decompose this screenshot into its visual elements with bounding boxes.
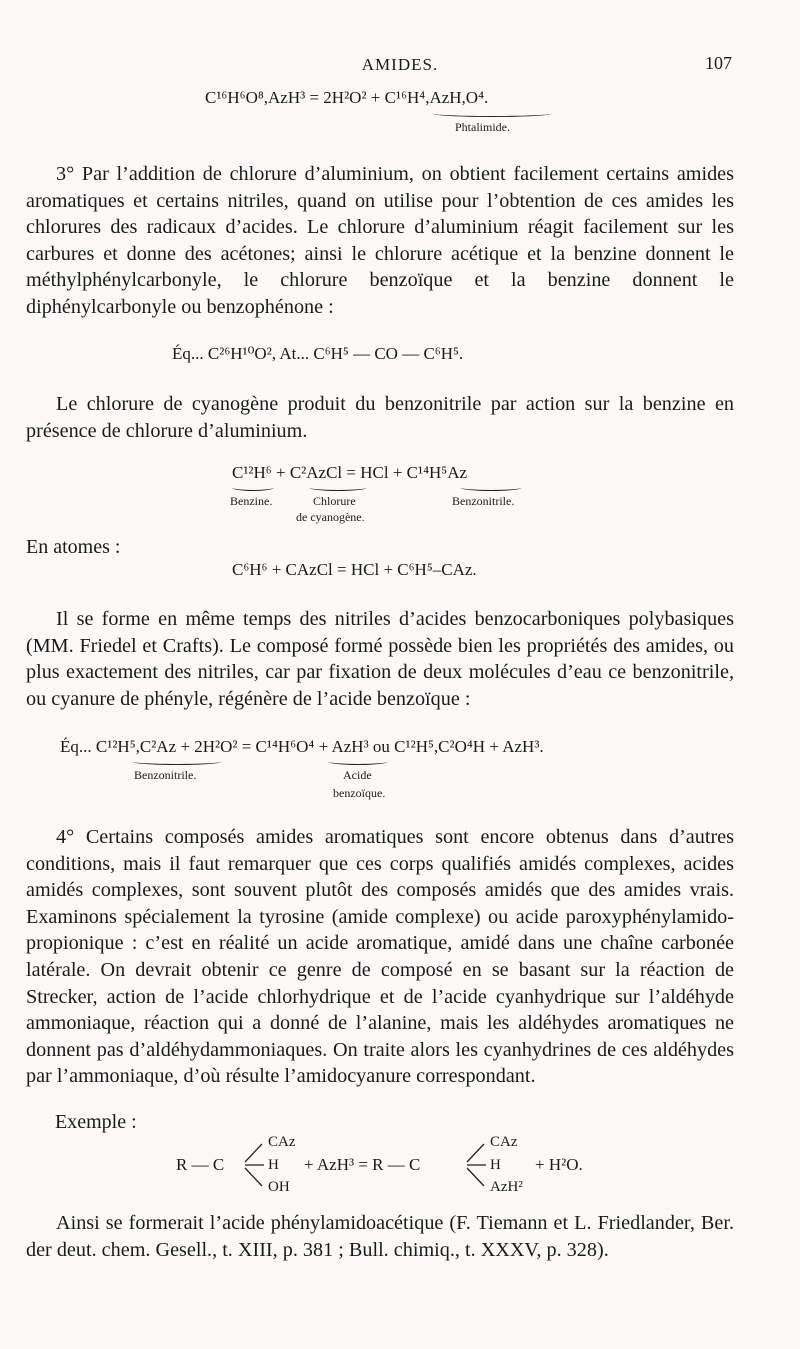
equation-phtalimide: C¹⁶H⁶O⁸,AzH³ = 2H²O² + C¹⁶H⁴,AzH,O⁴. (205, 88, 489, 107)
label-benzonitrile-2: Benzonitrile. (134, 768, 197, 782)
substituent-caz-right: CAz (490, 1134, 518, 1150)
formula-r-c-left: R — C (176, 1155, 225, 1174)
page-number: 107 (705, 53, 732, 73)
underbrace (432, 110, 552, 117)
formula-water: + H²O. (535, 1155, 583, 1174)
underbrace (460, 484, 522, 491)
substituent-h-left: H (268, 1157, 279, 1173)
label-chlorure: Chlorure (313, 494, 356, 508)
substituent-caz-left: CAz (268, 1134, 296, 1150)
label-benzoique: benzoïque. (333, 786, 386, 800)
paragraph-cyanogen: Le chlorure de cyanogène produit du benzonitrile par action sur la benzine en présence de chlorure d’aluminium. (26, 393, 734, 442)
equation-benzophenone: Éq... C²⁶H¹⁰O², At... C⁶H⁵ — CO — C⁶H⁵. (172, 344, 464, 363)
label-acide: Acide (343, 768, 372, 782)
atoms-label: En atomes : (26, 536, 121, 558)
equation-benzoic-acid: Éq... C¹²H⁵,C²Az + 2H²O² = C¹⁴H⁶O⁴ + AzH³ ou C¹²H⁵,C²O⁴H + AzH³. (60, 737, 544, 756)
underbrace (309, 484, 367, 491)
label-cyanogene: de cyanogène. (296, 510, 365, 524)
formula-middle: + AzH³ = R — C (304, 1155, 421, 1174)
paragraph-3: 3° Par l’addition de chlorure d’aluminium, on obtient facilement certains amides aromatiques et certains nitriles, quand on utilise pour l’obtention de ces amides les chlorures des radicaux d’acides. Le chlorure d’aluminium réagit facilement sur les carbures et donne des acétones; ainsi le chlorure acétique et la benzine donnent le méthylphénylcarbonyle, le chlorure benzoïque et la benzine donnent le diphénylcarbonyle ou benzophénone : (26, 163, 734, 318)
exemple-label: Exemple : (55, 1111, 137, 1133)
equation-atoms: C⁶H⁶ + CAzCl = HCl + C⁶H⁵–CAz. (232, 560, 477, 579)
paragraph-4: 4° Certains composés amides aromatiques sont encore obtenus dans d’autres conditions, mais il faut remarquer que ces corps qualifiés amidés complexes, acides amidés complexes, sont souvent plutôt des composés amidés que des amides vrais. Examinons spécialement la tyrosine (amide complexe) ou acide paroxyphénylamido-propionique : c’est en réalité un acide aromatique, amidé dans une chaîne carbonée latérale. On devrait obtenir ce genre de composé en se basant sur la réaction de Strecker, action de l’acide chlorhydrique et de l’acide cyanhydrique sur l’aldéhyde ammoniaque, réaction qui a donné de l’alanine, mais les aldéhydes aromatiques ne donnent pas d’aldéhydammoniaques. On traite alors les cyanhydrines de ces aldéhydes par l’ammoniaque, d’où résulte l’amidocyanure correspondant. (26, 826, 734, 1088)
label-benzonitrile: Benzonitrile. (452, 494, 515, 508)
running-header: AMIDES. (361, 55, 439, 74)
equation-benzonitrile: C¹²H⁶ + C²AzCl = HCl + C¹⁴H⁵Az (232, 463, 468, 482)
paragraph-final: Ainsi se formerait l’acide phénylamidoacétique (F. Tiemann et L. Friedlander, Ber. der deut. chem. Gesell., t. XIII, p. 381 ; Bull. chimiq., t. XXXV, p. 328). (26, 1212, 734, 1261)
paragraph-nitriles: Il se forme en même temps des nitriles d’acides benzocarboniques polybasiques (MM. Friedel et Crafts). Le composé formé possède bien les propriétés des amides, ou plus exactement des nitriles, car par fixation de deux molécules d’eau ce benzonitrile, ou cyanure de phényle, régénère de l’acide benzoïque : (26, 608, 734, 710)
substituent-oh-left: OH (268, 1179, 290, 1195)
underbrace (328, 758, 388, 765)
underbrace (132, 758, 222, 765)
substituent-azh2-right: AzH² (490, 1179, 523, 1195)
label-benzine: Benzine. (230, 494, 273, 508)
substituent-h-right: H (490, 1157, 501, 1173)
bond-lines-right (464, 1140, 490, 1190)
bond-lines-left (242, 1140, 268, 1190)
label-phtalimide: Phtalimide. (455, 120, 510, 134)
underbrace (232, 484, 274, 491)
